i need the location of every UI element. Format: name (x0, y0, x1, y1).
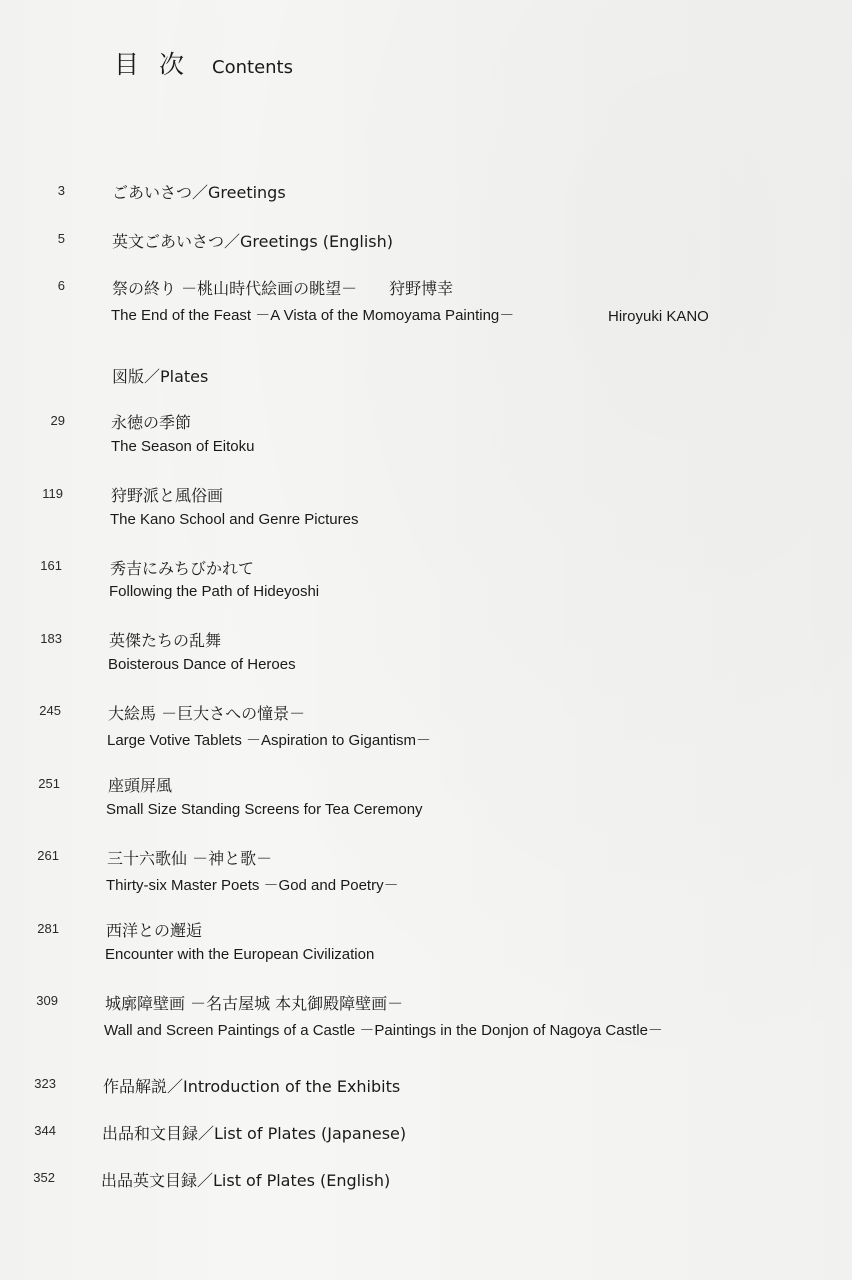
page-number: 261 (37, 848, 59, 863)
page-number: 323 (34, 1076, 56, 1091)
page-number: 5 (57, 231, 65, 246)
entry-title-japanese: 城廓障壁画 －名古屋城 本丸御殿障壁画－ (105, 994, 404, 1013)
page-number: 352 (33, 1170, 55, 1185)
author-english: Hiroyuki KANO (608, 308, 709, 325)
entry-title-japanese: 英文ごあいさつ／Greetings (English) (112, 232, 394, 251)
page-title (114, 45, 293, 81)
page-number: 344 (34, 1123, 56, 1138)
page-title-japanese: 目次 (114, 50, 205, 79)
entry-title-english: The Season of Eitoku (111, 438, 255, 455)
entry-title-japanese: 西洋との邂逅 (106, 921, 203, 940)
entry-title-english: Boisterous Dance of Heroes (108, 656, 296, 673)
entry-title-english: Wall and Screen Paintings of a Castle －Paintings in the Donjon of Nagoya Castle－ (104, 1022, 663, 1039)
page-number: 119 (42, 486, 63, 501)
entry-title-english: Following the Path of Hideyoshi (109, 583, 320, 600)
entry-title-japanese: 大絵馬 －巨大さへの憧景－ (108, 704, 306, 723)
entry-title-japanese: 出品英文目録／List of Plates (English) (101, 1171, 391, 1190)
page-number: 251 (38, 776, 60, 791)
entry-title-japanese: 狩野派と風俗画 (111, 486, 224, 505)
page-number: 6 (57, 278, 65, 293)
entry-title-japanese: 三十六歌仙 －神と歌－ (107, 849, 273, 868)
entry-title-japanese: 作品解説／Introduction of the Exhibits (103, 1077, 401, 1096)
entry-title-japanese: 英傑たちの乱舞 (109, 631, 222, 650)
entry-title-japanese: 出品和文目録／List of Plates (Japanese) (102, 1124, 407, 1143)
entry-title-english: Large Votive Tablets －Aspiration to Gigantism－ (107, 732, 432, 749)
page-number: 29 (50, 413, 65, 428)
author-japanese: 狩野博幸 (389, 279, 454, 298)
entry-title-english: The Kano School and Genre Pictures (110, 511, 359, 528)
page-number: 183 (40, 631, 62, 646)
entry-title-english: Small Size Standing Screens for Tea Ceremony (106, 801, 423, 818)
entry-title-english: Encounter with the European Civilization (105, 946, 375, 963)
entry-title-japanese: 永徳の季節 (111, 413, 192, 432)
section-heading-plates: 図版／Plates (112, 367, 209, 386)
entry-title-japanese-text: 祭の終り －桃山時代絵画の眺望－ (112, 279, 358, 298)
page-number: 161 (40, 558, 62, 573)
entry-title-english: The End of the Feast －A Vista of the Momoyama Painting－ (111, 307, 515, 324)
entry-title-japanese: 秀吉にみちびかれて (110, 559, 255, 578)
page-number: 3 (57, 183, 65, 198)
page-number: 245 (39, 703, 61, 718)
entry-title-japanese (112, 276, 453, 299)
entry-title-japanese: ごあいさつ／Greetings (112, 183, 286, 202)
page-title-english: Contents (212, 57, 293, 78)
page-number: 309 (36, 993, 58, 1008)
entry-title-japanese: 座頭屏風 (108, 776, 173, 795)
page-number: 281 (37, 921, 59, 936)
entry-title-english: Thirty-six Master Poets －God and Poetry－ (106, 877, 399, 894)
